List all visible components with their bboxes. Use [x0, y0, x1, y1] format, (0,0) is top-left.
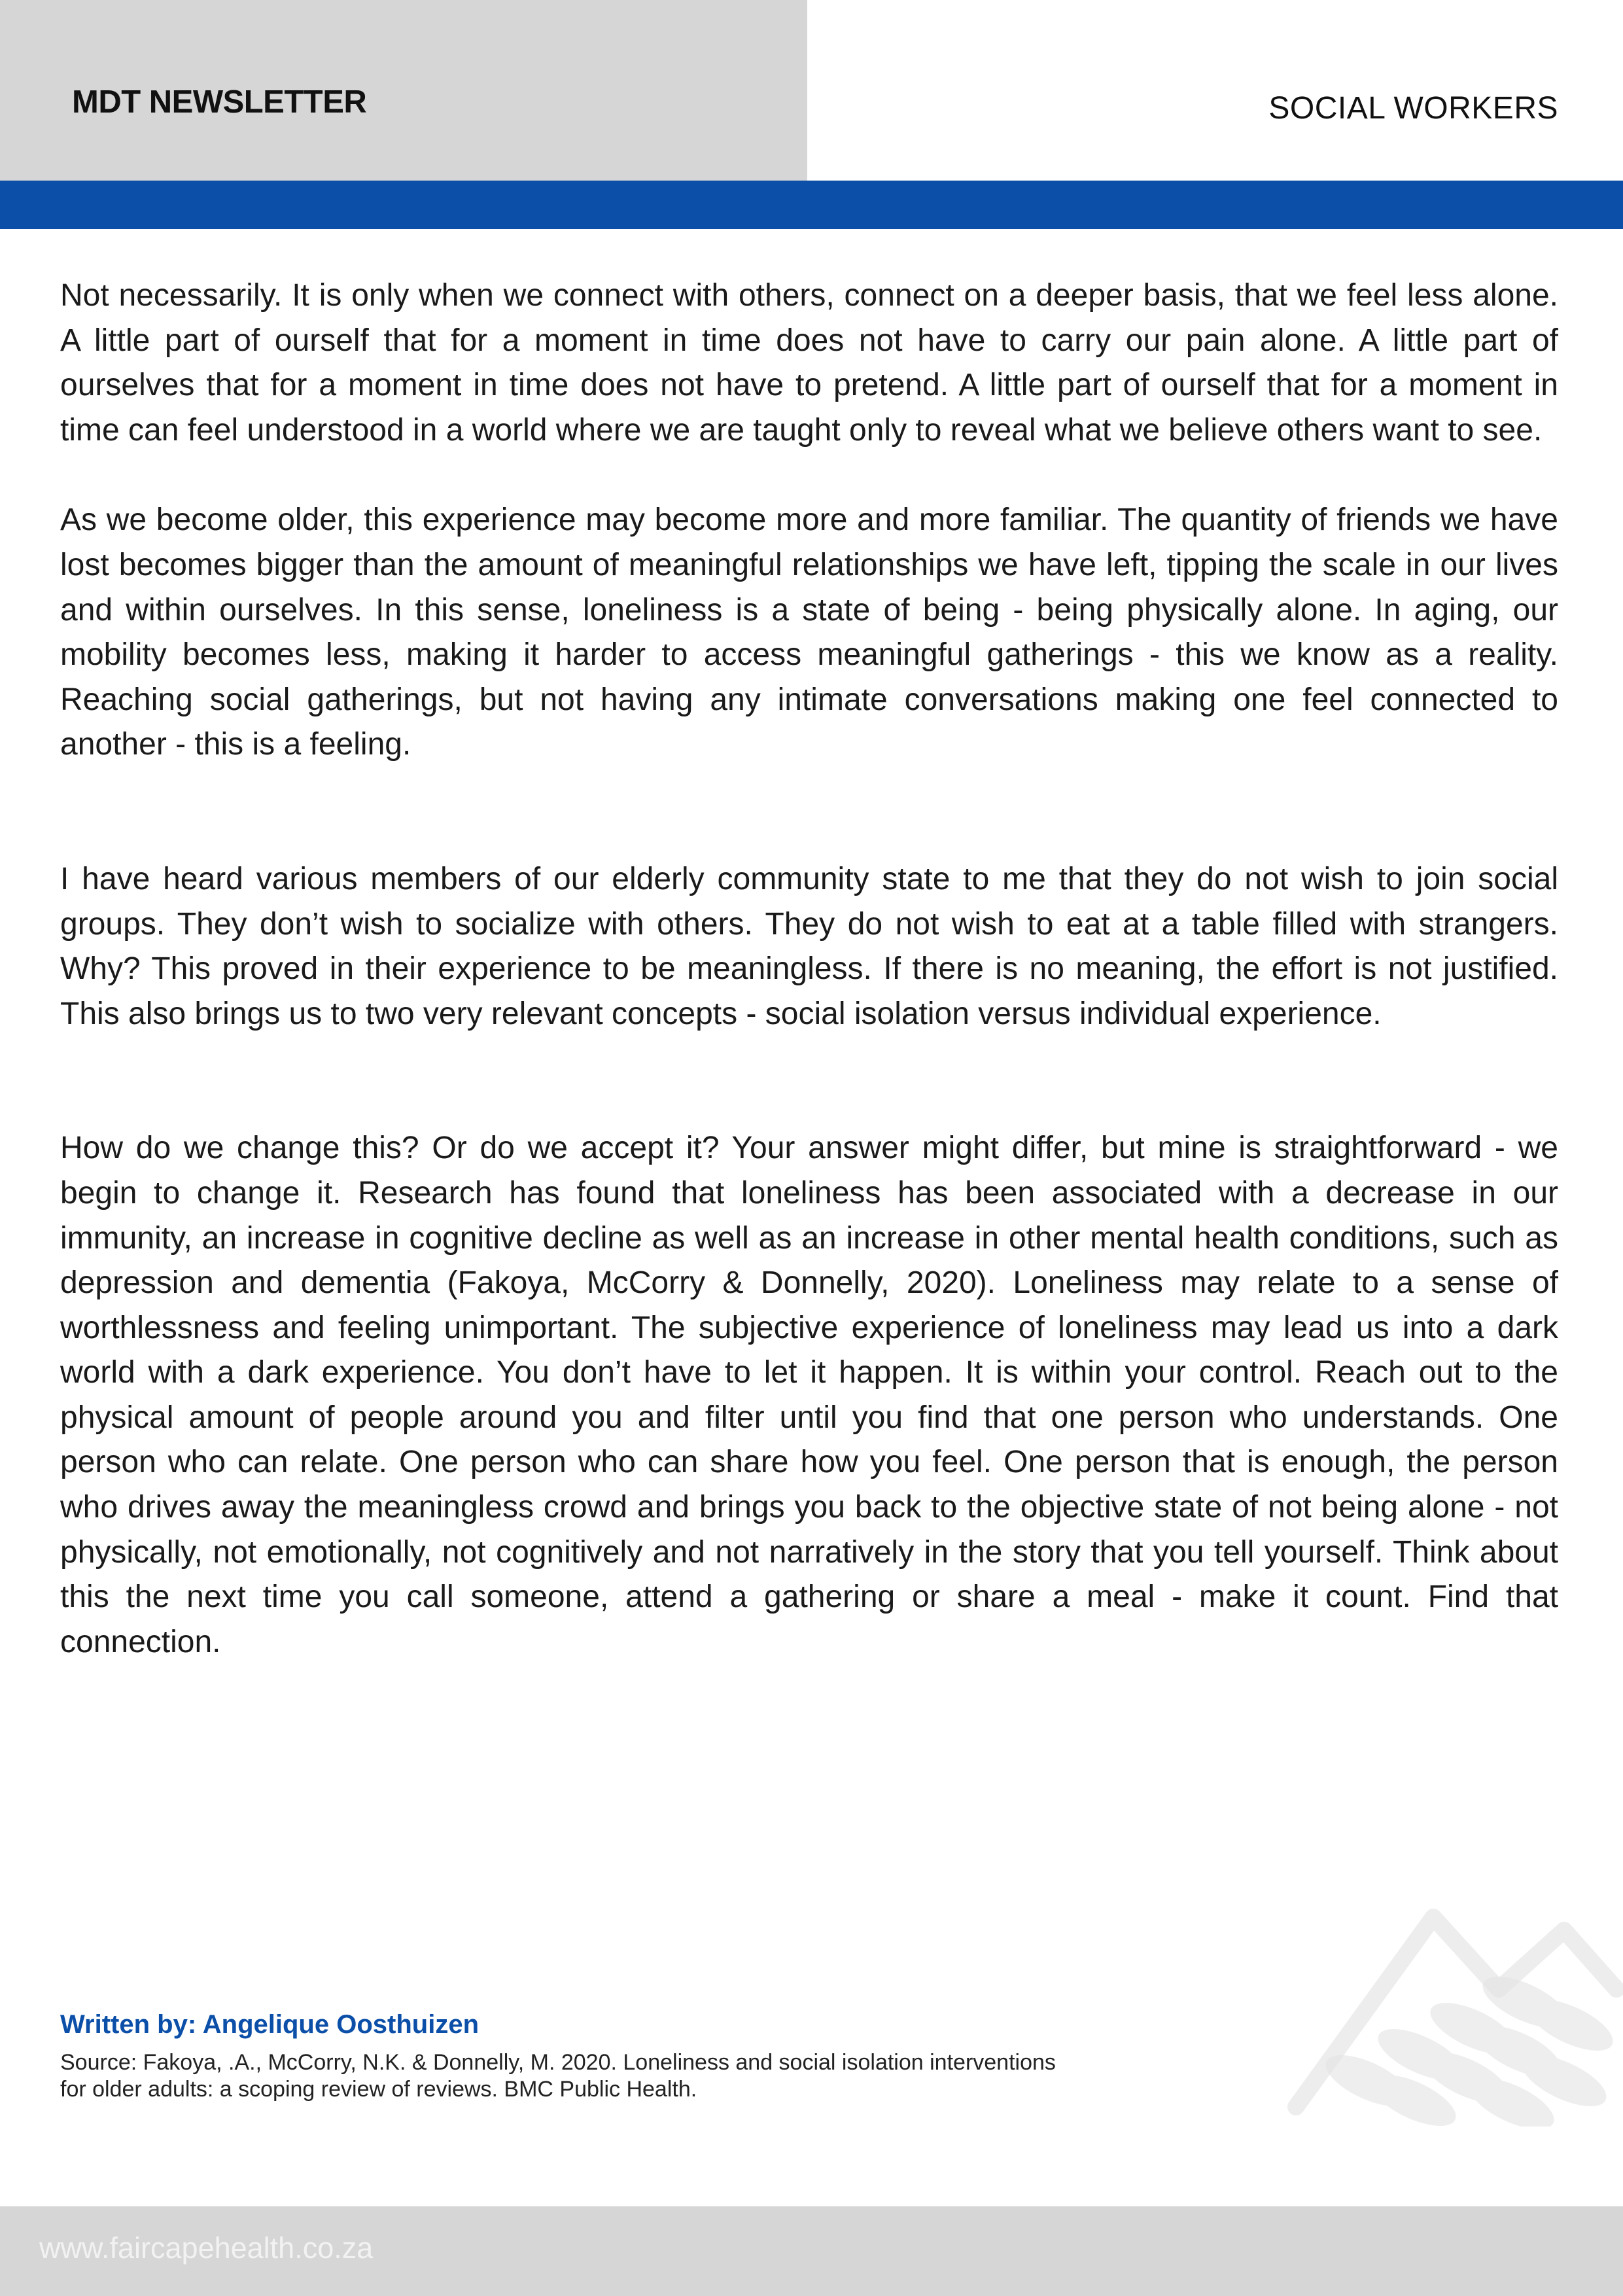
article-paragraph-4: How do we change this? Or do we accept it? Your answer might differ, but mine is straightforward - we begin to change it. Research has found that loneliness has been associated with a decrease in our immunity, an increase in cognitive decline as well as an increase in other mental health conditions, such as depression and dementia (Fakoya, McCorry & Donnelly, 2020). Loneliness may relate to a sense of worthlessness and feeling unimportant. The subjective experience of loneliness may lead us into a dark world with a dark experience. You don’t have to let it happen. It is within your control. Reach out to the physical amount of people around you and filter until you find that one person who understands. One person who can relate. One person who can share how you feel. One person that is enough, the person who drives away the meaningless crowd and brings you back to the objective state of not being alone - not physically, not emotionally, not cognitively and not narratively in the story that you tell yourself. Think about this the next time you call someone, attend a gathering or share a meal - make it count. Find that connection.	[60, 1131, 1558, 1659]
newsletter-title: MDT NEWSLETTER	[72, 84, 367, 120]
source-line-1: Source: Fakoya, .A., McCorry, N.K. & Donnelly, M. 2020. Loneliness and social isolation interventions	[60, 2050, 1056, 2075]
article-paragraph-1: Not necessarily. It is only when we connect with others, connect on a deeper basis, that we feel less alone. A little part of ourself that for a moment in time does not have to carry our pain alone. A little part of ourselves that for a moment in time does not have to pretend. A little part of ourself that for a moment in time can feel understood in a world where we are taught only to reveal what we believe others want to see.	[60, 278, 1558, 448]
article-paragraph-3: I have heard various members of our elderly community state to me that they do not wish to join social groups. They don’t wish to socialize with others. They do not wish to eat at a table filled with strangers. Why? This proved in their experience to be meaningless. If there is no meaning, the effort is not justified. This also brings us to two very relevant concepts - social isolation versus individual experience.	[60, 861, 1558, 1031]
faint-house-logo-icon	[1283, 1891, 1623, 2127]
author-credit: Written by: Angelique Oosthuizen	[60, 2010, 479, 2039]
article-body	[60, 274, 1558, 1665]
header-accent-bar	[0, 181, 1623, 229]
article-paragraph-2: As we become older, this experience may become more and more familiar. The quantity of friends we have lost becomes bigger than the amount of meaningful relationships we have left, tipping the scale in our lives and within ourselves. In this sense, loneliness is a state of being - being physically alone. In aging, our mobility becomes less, making it harder to access meaningful gatherings - this we know as a reality. Reaching social gatherings, but not having any intimate conversations making one feel connected to another - this is a feeling.	[60, 503, 1558, 762]
source-line-2: for older adults: a scoping review of reviews. BMC Public Health.	[60, 2077, 697, 2102]
section-label: SOCIAL WORKERS	[1268, 91, 1558, 126]
source-citation	[60, 2049, 1212, 2103]
website-link[interactable]: www.faircapehealth.co.za	[39, 2231, 374, 2265]
footer-bar	[0, 2206, 1623, 2296]
